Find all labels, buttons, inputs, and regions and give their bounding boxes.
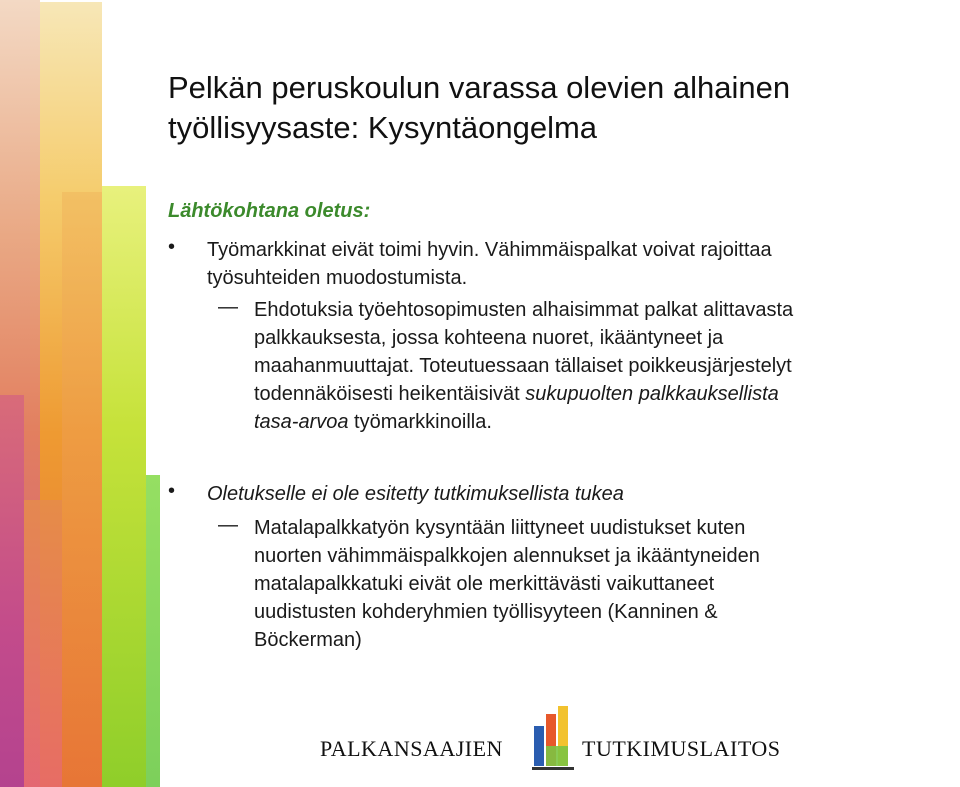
text-line: Ehdotuksia työehtosopimusten alhaisimmat palkat alittavasta bbox=[254, 299, 794, 321]
text-line: todennäköisesti heikentäisivät bbox=[254, 383, 526, 405]
text-line: nuorten vähimmäispalkkojen alennukset ja ikääntyneiden bbox=[254, 545, 760, 567]
bullet-icon: • bbox=[168, 480, 176, 502]
decor-bar bbox=[24, 500, 62, 787]
text-line: maahanmuuttajat. Toteutuessaan tällaiset poikkeusjärjestelyt bbox=[254, 355, 792, 377]
subheading: Lähtökohtana oletus: bbox=[168, 200, 371, 222]
text-line: uudistusten kohderyhmien työllisyyteen (Kanninen & bbox=[254, 601, 718, 623]
text-line: matalapalkkatuki eivät ole merkittävästi vaikuttaneet bbox=[254, 573, 715, 595]
logo-text-right: TUTKIMUSLAITOS bbox=[582, 736, 781, 761]
dash-icon: — bbox=[218, 296, 238, 318]
decor-bar bbox=[62, 192, 102, 787]
logo-mark-icon bbox=[532, 706, 574, 772]
sub-bullet-text bbox=[254, 514, 954, 654]
bullet-icon: • bbox=[168, 236, 176, 258]
bullet-text: Oletukselle ei ole esitetty tutkimuksellista tukea bbox=[207, 483, 624, 505]
decorative-color-bars bbox=[0, 0, 160, 787]
text-line: Matalapalkkatyön kysyntään liittyneet uudistukset kuten bbox=[254, 517, 746, 539]
bullet-text bbox=[207, 236, 952, 292]
emphasis-text: tasa-arvoa bbox=[254, 411, 349, 433]
dash-icon: — bbox=[218, 514, 238, 536]
text-line: työmarkkinoilla. bbox=[348, 411, 492, 433]
sub-bullet-text bbox=[254, 296, 954, 436]
title-line: Pelkän peruskoulun varassa olevien alhainen bbox=[168, 70, 791, 105]
organization-logo bbox=[320, 706, 800, 776]
title-line: työllisyysaste: Kysyntäongelma bbox=[168, 110, 598, 145]
text-line: työsuhteiden muodostumista. bbox=[207, 267, 468, 289]
text-line: Böckerman) bbox=[254, 629, 362, 651]
decor-bar bbox=[0, 395, 24, 787]
decor-bar bbox=[146, 475, 160, 787]
text-line: palkkauksesta, jossa kohteena nuoret, ikääntyneet ja bbox=[254, 327, 724, 349]
slide-title bbox=[168, 68, 790, 148]
logo-text-left: PALKANSAAJIEN bbox=[320, 736, 503, 761]
text-line: Työmarkkinat eivät toimi hyvin. Vähimmäispalkat voivat rajoittaa bbox=[207, 239, 772, 261]
decor-bar bbox=[102, 186, 146, 787]
emphasis-text: sukupuolten palkkauksellista bbox=[525, 383, 779, 405]
